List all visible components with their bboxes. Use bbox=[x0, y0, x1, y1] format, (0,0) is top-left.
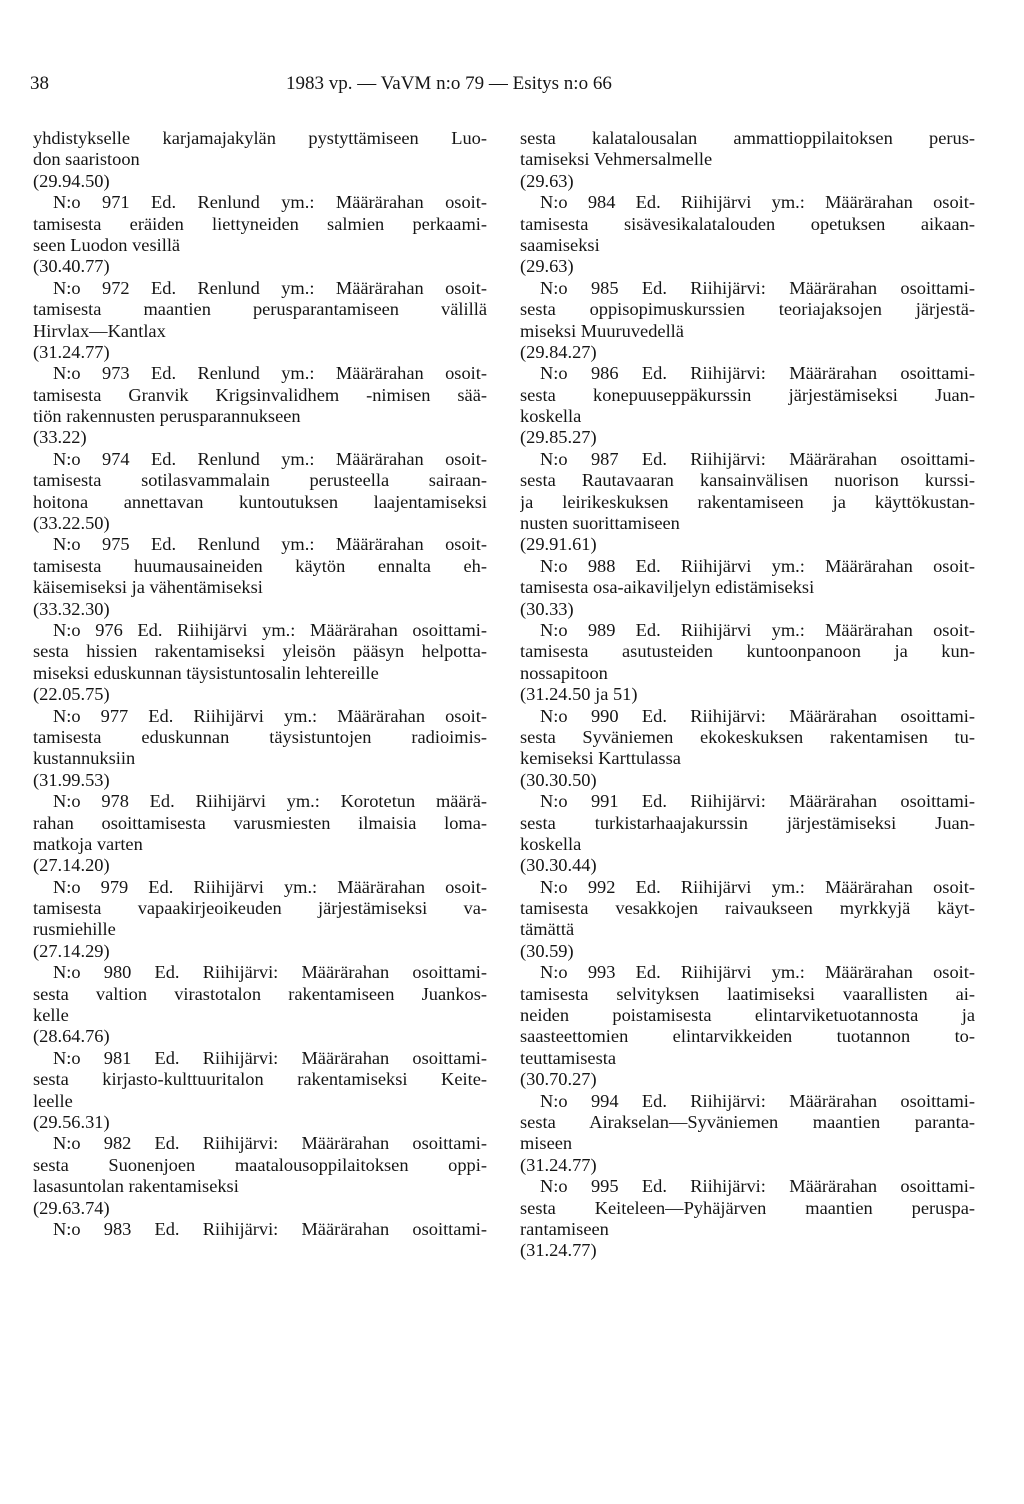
text-line: don saaristoon bbox=[33, 149, 140, 170]
left-column bbox=[33, 128, 487, 1240]
text-line: tamisesta sotilasvammalain perusteella sairaan- bbox=[33, 470, 487, 491]
text-line: sesta kirjasto-kulttuuritalon rakentamiseksi Keite- bbox=[33, 1069, 487, 1090]
text-line: sesta Syväniemen ekokeskuksen rakentamisen tu- bbox=[520, 726, 975, 747]
text-line: N:o 983 Ed. Riihijärvi: Määrärahan osoittami- bbox=[53, 1218, 487, 1239]
text-line: miseksi eduskunnan täysistuntosalin lehtereille bbox=[33, 662, 379, 683]
text-line: nusten suorittamiseen bbox=[520, 513, 680, 534]
text-line: kelle bbox=[33, 1005, 69, 1026]
text-line: tamisesta osa-aikaviljelyn edistämiseksi bbox=[520, 577, 815, 598]
text-line: sesta oppisopimuskurssien teoriajaksojen järjestä- bbox=[520, 299, 975, 320]
text-line: (30.59) bbox=[520, 940, 574, 961]
text-line: tamiseksi Vehmersalmelle bbox=[520, 149, 713, 170]
text-line: leelle bbox=[33, 1090, 73, 1111]
text-line: tamisesta vapaakirjeoikeuden järjestämiseksi va- bbox=[33, 898, 487, 919]
text-line: N:o 974 Ed. Renlund ym.: Määrärahan osoit- bbox=[53, 448, 487, 469]
page-header bbox=[30, 73, 720, 99]
page-number: 38 bbox=[30, 73, 49, 94]
text-line: N:o 986 Ed. Riihijärvi: Määrärahan osoittami- bbox=[540, 363, 975, 384]
text-line: N:o 981 Ed. Riihijärvi: Määrärahan osoittami- bbox=[53, 1047, 487, 1068]
text-line: sesta Keiteleen—Pyhäjärven maantien peruspa- bbox=[520, 1197, 975, 1218]
text-line: (27.14.20) bbox=[33, 855, 110, 876]
text-line: (29.56.31) bbox=[33, 1111, 110, 1132]
text-line: kustannuksiin bbox=[33, 748, 136, 769]
text-line: sesta turkistarhaajakurssin järjestämiseksi Juan- bbox=[520, 812, 975, 833]
text-line: (31.24.50 ja 51) bbox=[520, 684, 638, 705]
text-line: (33.22) bbox=[33, 427, 87, 448]
text-line: N:o 980 Ed. Riihijärvi: Määrärahan osoittami- bbox=[53, 962, 487, 983]
text-line: N:o 995 Ed. Riihijärvi: Määrärahan osoittami- bbox=[540, 1176, 975, 1197]
text-line: saamiseksi bbox=[520, 234, 600, 255]
text-line: (31.99.53) bbox=[33, 769, 110, 790]
text-line: (27.14.29) bbox=[33, 940, 110, 961]
text-line: N:o 971 Ed. Renlund ym.: Määrärahan osoit- bbox=[53, 192, 487, 213]
text-line: miseen bbox=[520, 1133, 573, 1154]
text-line: rusmiehille bbox=[33, 919, 116, 940]
text-line: seen Luodon vesillä bbox=[33, 234, 181, 255]
text-line: teuttamisesta bbox=[520, 1047, 617, 1068]
text-line: tamisesta eduskunnan täysistuntojen radioimis- bbox=[33, 726, 487, 747]
text-line: (29.84.27) bbox=[520, 341, 597, 362]
text-line: (30.30.44) bbox=[520, 855, 597, 876]
text-line: sesta kalatalousalan ammattioppilaitoksen perus- bbox=[520, 128, 975, 148]
text-line: lasasuntolan rakentamiseksi bbox=[33, 1176, 239, 1197]
text-line: sesta hissien rakentamiseksi yleisön pääsyn helpotta- bbox=[33, 641, 487, 662]
text-line: (31.24.77) bbox=[33, 341, 110, 362]
text-line: sesta Airakselan—Syväniemen maantien paranta- bbox=[520, 1111, 975, 1132]
text-line: sesta Suonenjoen maatalousoppilaitoksen oppi- bbox=[33, 1154, 487, 1175]
text-line: N:o 987 Ed. Riihijärvi: Määrärahan osoittami- bbox=[540, 448, 975, 469]
text-line: (22.05.75) bbox=[33, 684, 110, 705]
text-line: matkoja varten bbox=[33, 833, 143, 854]
text-line: N:o 975 Ed. Renlund ym.: Määrärahan osoit- bbox=[53, 534, 487, 555]
text-line: hoitona annettavan kuntoutuksen laajentamiseksi bbox=[33, 491, 487, 512]
text-line: N:o 989 Ed. Riihijärvi ym.: Määrärahan osoit- bbox=[540, 619, 975, 640]
text-line: tamisesta vesakkojen raivaukseen myrkkyjä käyt- bbox=[520, 898, 975, 919]
text-line: (30.30.50) bbox=[520, 769, 597, 790]
text-line: (33.22.50) bbox=[33, 513, 110, 534]
text-line: koskella bbox=[520, 406, 582, 427]
text-line: N:o 984 Ed. Riihijärvi ym.: Määrärahan osoit- bbox=[540, 192, 975, 213]
text-line: Hirvlax—Kantlax bbox=[33, 320, 166, 341]
text-line: N:o 993 Ed. Riihijärvi ym.: Määrärahan osoit- bbox=[540, 962, 975, 983]
text-line: (31.24.77) bbox=[520, 1240, 597, 1261]
right-column bbox=[520, 128, 975, 1262]
text-line: saasteettomien elintarvikkeiden tuotannon to- bbox=[520, 1026, 975, 1047]
text-line: (29.91.61) bbox=[520, 534, 597, 555]
text-line: N:o 992 Ed. Riihijärvi ym.: Määrärahan osoit- bbox=[540, 876, 975, 897]
text-line: N:o 977 Ed. Riihijärvi ym.: Määrärahan osoit- bbox=[53, 705, 487, 726]
text-line: tamisesta maantien perusparantamiseen välillä bbox=[33, 299, 487, 320]
text-line: ja leirikeskuksen rakentamiseen ja käyttökustan- bbox=[520, 491, 975, 512]
text-line: (33.32.30) bbox=[33, 598, 110, 619]
text-line: (29.63) bbox=[520, 170, 574, 191]
text-line: nossapitoon bbox=[520, 662, 608, 683]
text-line: N:o 976 Ed. Riihijärvi ym.: Määrärahan osoittami- bbox=[53, 619, 487, 640]
text-line: yhdistykselle karjamajakylän pystyttämiseen Luo- bbox=[33, 128, 487, 148]
text-line: N:o 985 Ed. Riihijärvi: Määrärahan osoittami- bbox=[540, 277, 975, 298]
text-line: N:o 991 Ed. Riihijärvi: Määrärahan osoittami- bbox=[540, 791, 975, 812]
text-line: (30.33) bbox=[520, 598, 574, 619]
text-line: sesta valtion virastotalon rakentamiseen Juankos- bbox=[33, 983, 487, 1004]
text-line: N:o 972 Ed. Renlund ym.: Määrärahan osoit- bbox=[53, 277, 487, 298]
text-line: tamisesta huumausaineiden käytön ennalta eh- bbox=[33, 555, 487, 576]
text-line: (29.85.27) bbox=[520, 427, 597, 448]
text-line: (30.40.77) bbox=[33, 256, 110, 277]
text-line: N:o 990 Ed. Riihijärvi: Määrärahan osoittami- bbox=[540, 705, 975, 726]
text-line: tiön rakennusten perusparannukseen bbox=[33, 406, 301, 427]
text-line: käisemiseksi ja vähentämiseksi bbox=[33, 577, 263, 598]
text-line: tamisesta Granvik Krigsinvalidhem -nimisen sää- bbox=[33, 384, 487, 405]
text-line: tamisesta selvityksen laatimiseksi vaarallisten ai- bbox=[520, 983, 975, 1004]
text-line: N:o 979 Ed. Riihijärvi ym.: Määrärahan osoit- bbox=[53, 876, 487, 897]
text-line: kemiseksi Karttulassa bbox=[520, 748, 681, 769]
text-line: sesta Rautavaaran kansainvälisen nuorison kurssi- bbox=[520, 470, 975, 491]
text-line: N:o 988 Ed. Riihijärvi ym.: Määrärahan osoit- bbox=[540, 555, 975, 576]
text-line: tamisesta sisävesikalatalouden opetuksen aikaan- bbox=[520, 213, 975, 234]
text-line: N:o 982 Ed. Riihijärvi: Määrärahan osoittami- bbox=[53, 1133, 487, 1154]
text-line: tamisesta asutusteiden kuntoonpanoon ja kun- bbox=[520, 641, 975, 662]
text-line: N:o 973 Ed. Renlund ym.: Määrärahan osoit- bbox=[53, 363, 487, 384]
text-line: (29.63) bbox=[520, 256, 574, 277]
text-line: koskella bbox=[520, 833, 582, 854]
text-line: (29.63.74) bbox=[33, 1197, 110, 1218]
text-line: (28.64.76) bbox=[33, 1026, 110, 1047]
text-line: rahan osoittamisesta varusmiesten ilmaisia loma- bbox=[33, 812, 487, 833]
text-line: miseksi Muuruvedellä bbox=[520, 320, 684, 341]
text-line: tamisesta eräiden liettyneiden salmien perkaami- bbox=[33, 213, 487, 234]
text-line: tämättä bbox=[520, 919, 575, 940]
text-line: N:o 978 Ed. Riihijärvi ym.: Korotetun määrä- bbox=[53, 791, 487, 812]
text-line: rantamiseen bbox=[520, 1218, 609, 1239]
text-line: sesta konepuuseppäkurssin järjestämiseksi Juan- bbox=[520, 384, 975, 405]
text-line: (31.24.77) bbox=[520, 1154, 597, 1175]
text-line: (30.70.27) bbox=[520, 1069, 597, 1090]
text-line: (29.94.50) bbox=[33, 170, 110, 191]
running-head: 1983 vp. — VaVM n:o 79 — Esitys n:o 66 bbox=[286, 73, 612, 94]
text-line: N:o 994 Ed. Riihijärvi: Määrärahan osoittami- bbox=[540, 1090, 975, 1111]
text-line: neiden poistamisesta elintarviketuotannosta ja bbox=[520, 1005, 975, 1026]
